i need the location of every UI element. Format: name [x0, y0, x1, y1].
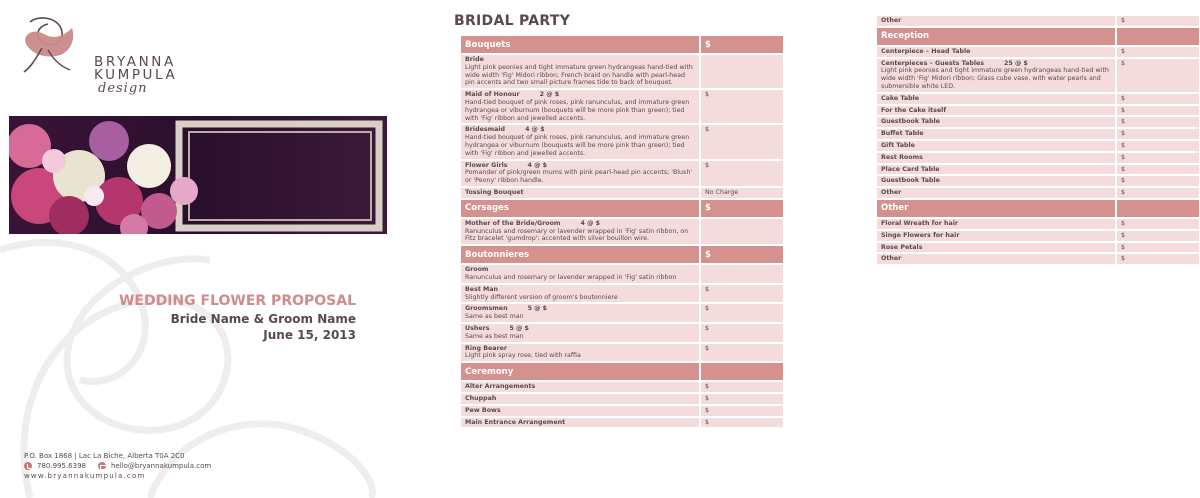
flower-photo — [9, 116, 387, 234]
table-row — [461, 344, 783, 362]
item-label: Place Card Table — [881, 165, 940, 173]
item-quantity: 5 @ $ — [509, 324, 529, 332]
item-name — [465, 126, 695, 134]
item-label: Flower Girls — [465, 161, 508, 169]
item-price: $ — [1115, 243, 1199, 253]
item-cell — [877, 243, 1115, 253]
table-row — [461, 90, 783, 123]
table-row — [461, 219, 783, 244]
table-row — [877, 188, 1199, 198]
item-quantity: 4 @ $ — [527, 161, 547, 169]
item-description: Ranunculus and rosemary or lavender wrapped in 'Fig' satin ribbon, on Fitz bracelet 'gumdrop'; accented with silver bouillon wire. — [465, 227, 689, 243]
item-name — [881, 220, 1111, 228]
item-price: $ — [699, 304, 783, 322]
item-description: Pomander of pink/green mums with pink pearl-head pin accents; 'Blush' or 'Peony' ribbon handle. — [465, 169, 693, 185]
address: P.O. Box 1868 | Lac La Biche, Alberta T0A 2C0 — [24, 452, 185, 460]
table-row — [461, 394, 783, 404]
item-price: $ — [699, 90, 783, 123]
item-price: $ — [1115, 129, 1199, 139]
item-cell — [461, 304, 699, 322]
table-row — [877, 176, 1199, 186]
ribbon-logo-icon — [20, 14, 80, 76]
item-price — [699, 55, 783, 88]
table-row — [877, 94, 1199, 104]
item-name — [465, 325, 695, 333]
item-label: Rose Petals — [881, 243, 923, 251]
page-title: BRIDAL PARTY — [454, 13, 571, 29]
table-row — [461, 406, 783, 416]
item-label: Bridesmaid — [465, 126, 506, 134]
item-cell — [461, 90, 699, 123]
item-name — [881, 244, 1111, 252]
item-label: Rest Rooms — [881, 153, 923, 161]
table-row — [877, 117, 1199, 127]
item-price: $ — [699, 285, 783, 303]
item-name — [881, 255, 1111, 263]
item-quantity: 25 @ $ — [1004, 59, 1028, 67]
section-price — [1115, 200, 1199, 217]
item-description: Hand-tied bouquet of pink roses, pink ranunculus, and immature green hydrangea or viburnum (bouquets will be more pink than green); tied with 'Fig' ribbon and jewelled accents. — [465, 134, 690, 157]
item-cell — [877, 141, 1115, 151]
section-price: $ — [699, 246, 783, 263]
item-name — [881, 48, 1111, 56]
item-name — [881, 60, 1111, 68]
item-description: Light pink peonies and tight immature green hydrangeas hand-tied with wide width 'Fig' Midori ribbon; French braid on handle with pearl-head pin accents and two small picture frames tide to back of bouquet. — [465, 63, 693, 87]
item-name — [881, 17, 1111, 25]
item-cell — [877, 129, 1115, 139]
item-price: $ — [1115, 153, 1199, 163]
section-price: $ — [699, 200, 783, 217]
item-label: Guestbook Table — [881, 118, 940, 126]
item-description: Slightly different version of groom's boutonniere — [465, 293, 618, 301]
item-description: Same as best man — [465, 313, 524, 321]
table-row — [877, 141, 1199, 151]
phone-icon — [24, 462, 32, 470]
section-title: Boutonnieres — [461, 246, 699, 263]
item-price: $ — [699, 394, 783, 404]
item-label: Buffet Table — [881, 130, 924, 138]
contact-block — [24, 451, 211, 481]
table-row — [877, 243, 1199, 253]
item-cell — [877, 254, 1115, 264]
table-row — [877, 165, 1199, 175]
brand-logo — [20, 14, 220, 94]
table-row — [877, 16, 1199, 26]
item-price: $ — [1115, 219, 1199, 229]
item-price: $ — [699, 125, 783, 158]
item-cell — [877, 94, 1115, 104]
phone-number[interactable]: 780.995.6398 — [37, 462, 86, 470]
item-cell — [461, 55, 699, 88]
section-header-ceremony — [461, 363, 783, 380]
table-row — [461, 125, 783, 158]
item-label: Other — [881, 17, 902, 24]
item-price: $ — [699, 344, 783, 362]
item-name — [881, 154, 1111, 162]
section-header-bouquets — [461, 36, 783, 53]
table-row — [461, 418, 783, 428]
item-label: Other — [881, 255, 902, 263]
item-name — [881, 130, 1111, 138]
table-row — [877, 219, 1199, 229]
item-name — [465, 305, 695, 313]
item-name — [465, 189, 695, 197]
item-name — [465, 419, 695, 427]
table-row — [461, 382, 783, 392]
item-label: Alter Arrangements — [465, 383, 536, 391]
item-price: $ — [699, 324, 783, 342]
section-title: Reception — [877, 28, 1115, 45]
item-name — [465, 286, 695, 294]
item-name — [881, 177, 1111, 185]
item-price: No Charge — [699, 188, 783, 198]
item-label: Ring Bearer — [465, 344, 507, 352]
item-name — [465, 162, 695, 170]
brand-name-last: KUMPULA — [94, 67, 178, 83]
section-title: Ceremony — [461, 363, 699, 380]
item-name — [881, 95, 1111, 103]
item-description: Ranunculus and rosemary or lavender wrapped in 'Fig' satin ribbon — [465, 273, 677, 281]
table-row — [461, 161, 783, 186]
item-price: $ — [1115, 165, 1199, 175]
item-price: $ — [1115, 106, 1199, 116]
item-name — [881, 118, 1111, 126]
item-name — [465, 407, 695, 415]
item-cell — [461, 188, 699, 198]
item-label: For the Cake itself — [881, 106, 947, 114]
item-price: $ — [699, 382, 783, 392]
item-price: $ — [1115, 16, 1199, 26]
table-row — [877, 59, 1199, 92]
item-cell — [461, 265, 699, 283]
table-row — [877, 106, 1199, 116]
item-cell — [877, 59, 1115, 92]
email-address[interactable]: hello@bryannakumpula.com — [111, 462, 212, 470]
item-label: Groom — [465, 266, 489, 274]
item-cell — [877, 165, 1115, 175]
item-cell — [877, 16, 1115, 26]
item-price: $ — [699, 418, 783, 428]
item-label: Best Man — [465, 285, 499, 293]
table-row — [877, 153, 1199, 163]
couple-names: Bride Name & Groom Name — [170, 312, 356, 326]
item-price: $ — [699, 406, 783, 416]
item-cell — [877, 176, 1115, 186]
item-cell — [877, 106, 1115, 116]
item-label: Mother of the Bride/Groom — [465, 219, 561, 227]
section-title: Corsages — [461, 200, 699, 217]
item-name — [465, 91, 695, 99]
item-cell — [461, 418, 699, 428]
item-quantity: 2 @ $ — [539, 91, 560, 99]
item-cell — [461, 161, 699, 186]
bridal-party-table — [461, 34, 783, 429]
item-name — [881, 189, 1111, 197]
item-price: $ — [1115, 59, 1199, 92]
section-price: $ — [699, 36, 783, 53]
item-name — [465, 56, 695, 64]
section-header-reception — [877, 28, 1199, 45]
table-row — [877, 231, 1199, 241]
item-quantity: 5 @ $ — [527, 305, 548, 313]
item-quantity: 4 @ $ — [580, 219, 600, 227]
item-price: $ — [1115, 141, 1199, 151]
reception-table — [877, 14, 1199, 266]
item-cell — [461, 344, 699, 362]
item-label: Guestbook Table — [881, 177, 940, 185]
website-link[interactable]: www.bryannakumpula.com — [24, 472, 146, 480]
item-cell — [461, 324, 699, 342]
item-name — [465, 266, 695, 274]
item-label: Cake Table — [881, 94, 920, 102]
table-row — [877, 47, 1199, 57]
brand-tagline: design — [98, 81, 148, 96]
table-row — [461, 324, 783, 342]
item-cell — [877, 47, 1115, 57]
item-price: $ — [699, 161, 783, 186]
item-price: $ — [1115, 47, 1199, 57]
item-name — [881, 107, 1111, 115]
item-name — [881, 232, 1111, 240]
item-cell — [461, 219, 699, 244]
item-label: Tossing Bouquet — [465, 188, 524, 196]
item-label: Centerpiece – Head Table — [881, 47, 971, 55]
item-cell — [877, 231, 1115, 241]
item-label: Bride — [465, 56, 484, 63]
item-price: $ — [1115, 117, 1199, 127]
item-label: Ushers — [465, 324, 490, 332]
item-label: Gift Table — [881, 141, 915, 149]
item-label: Chuppah — [465, 394, 497, 402]
item-label: Maid of Honour — [465, 91, 520, 99]
table-row — [877, 254, 1199, 264]
item-price: $ — [1115, 254, 1199, 264]
section-header-corsages — [461, 200, 783, 217]
item-label: Singe Flowers for hair — [881, 231, 960, 239]
item-price — [699, 219, 783, 244]
section-title: Bouquets — [461, 36, 699, 53]
item-cell — [461, 382, 699, 392]
item-price — [699, 265, 783, 283]
item-label: Pew Bows — [465, 406, 501, 414]
item-label: Groomsmen — [465, 305, 508, 313]
section-header-other — [877, 200, 1199, 217]
table-row — [461, 304, 783, 322]
table-row — [461, 265, 783, 283]
item-label: Floral Wreath for hair — [881, 219, 958, 227]
item-cell — [461, 125, 699, 158]
item-cell — [877, 117, 1115, 127]
item-description: Light pink spray rose, tied with raffia — [465, 352, 581, 360]
item-name — [465, 395, 695, 403]
item-label: Other — [881, 189, 902, 197]
item-name — [881, 142, 1111, 150]
table-row — [461, 188, 783, 198]
item-price: $ — [1115, 176, 1199, 186]
item-price: $ — [1115, 231, 1199, 241]
item-description: Hand-tied bouquet of pink roses, pink ranunculus, and immature green hydrangea or viburnum (bouquets will be more pink than green); tied with 'Fig' ribbon and jewelled accents. — [465, 98, 690, 122]
item-label: Main Entrance Arrangement — [465, 418, 566, 426]
item-cell — [461, 406, 699, 416]
cover-panel — [0, 0, 400, 498]
section-price — [699, 363, 783, 380]
item-label: Centerpieces – Guests Tables — [881, 59, 985, 67]
item-price: $ — [1115, 188, 1199, 198]
section-header-boutonnieres — [461, 246, 783, 263]
proposal-title: WEDDING FLOWER PROPOSAL — [118, 293, 356, 309]
item-name — [465, 220, 695, 228]
brand-name-first: BRYANNA — [94, 54, 176, 70]
item-name — [465, 383, 695, 391]
item-name — [465, 345, 695, 353]
section-price — [1115, 28, 1199, 45]
section-title: Other — [877, 200, 1115, 217]
item-description: Light pink peonies and tight immature green hydrangeas hand-tied with wide width 'Fig' Midori ribbon; Glass cube vase, with water pearls and submersible white LED. — [881, 67, 1109, 90]
item-cell — [461, 285, 699, 303]
email-icon — [98, 462, 106, 470]
item-cell — [877, 153, 1115, 163]
item-name — [881, 166, 1111, 174]
item-price: $ — [1115, 94, 1199, 104]
item-quantity: 4 @ $ — [525, 126, 545, 134]
table-row — [461, 55, 783, 88]
table-row — [877, 129, 1199, 139]
item-description: Same as best man — [465, 332, 524, 340]
item-cell — [461, 394, 699, 404]
item-cell — [877, 219, 1115, 229]
table-row — [461, 285, 783, 303]
item-cell — [877, 188, 1115, 198]
wedding-date: June 15, 2013 — [263, 328, 356, 342]
